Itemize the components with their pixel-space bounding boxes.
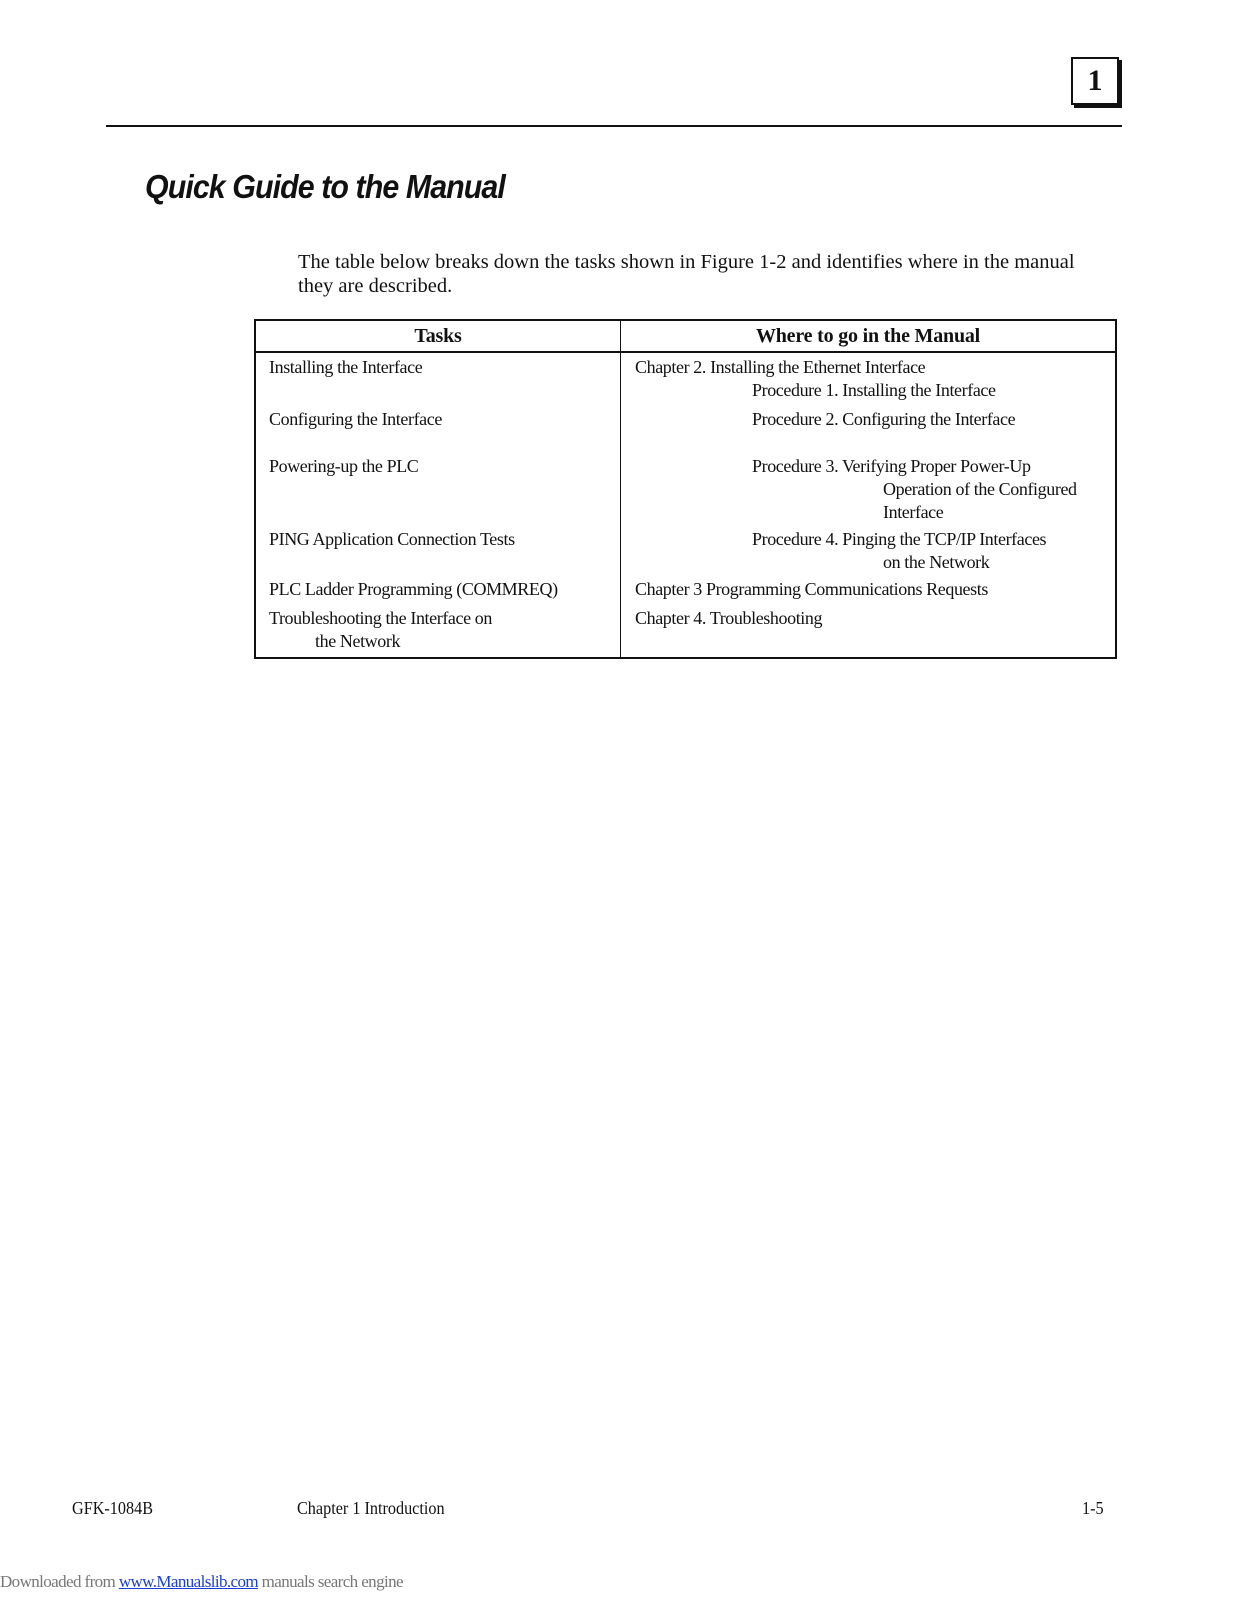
task-label: Troubleshooting the Interface on: [269, 608, 492, 628]
table-row: [255, 405, 1116, 455]
where-cell: [621, 405, 1117, 455]
task-cell: [255, 605, 621, 658]
where-cell: [621, 352, 1117, 405]
task-label: Installing the Interface: [269, 357, 423, 377]
tasks-column-header: Tasks: [255, 320, 621, 352]
manual-reference-line: Procedure 1. Installing the Interface: [752, 380, 996, 400]
manual-reference-line: Chapter 2. Installing the Ethernet Interface: [635, 357, 926, 377]
manual-reference-line: Procedure 2. Configuring the Interface: [752, 409, 1016, 429]
table-row: [255, 528, 1116, 576]
download-source-line: [0, 1572, 403, 1592]
source-prefix: Downloaded from: [0, 1572, 119, 1591]
task-label: Powering-up the PLC: [269, 456, 419, 476]
where-cell: [621, 528, 1117, 576]
page-title: Quick Guide to the Manual: [145, 168, 505, 205]
table-header-row: [255, 320, 1116, 352]
where-cell: [621, 576, 1117, 605]
intro-paragraph: The table below breaks down the tasks shown in Figure 1-2 and identifies where in the manual they are described.: [298, 251, 1075, 297]
manual-reference-line: on the Network: [883, 552, 990, 572]
task-cell: [255, 405, 621, 455]
manualslib-link[interactable]: www.Manualslib.com: [118, 1572, 259, 1591]
table-row: [255, 605, 1116, 658]
task-label: PLC Ladder Programming (COMMREQ): [269, 579, 558, 599]
manual-reference-line: Chapter 3 Programming Communications Requests: [635, 579, 988, 599]
table-row: [255, 352, 1116, 405]
manual-reference-line: Procedure 3. Verifying Proper Power-Up: [752, 456, 1031, 476]
table-body: [255, 352, 1116, 658]
manual-reference-line: Interface: [883, 502, 944, 522]
manual-reference-line: Chapter 4. Troubleshooting: [635, 608, 823, 628]
where-cell: [621, 605, 1117, 658]
task-cell: [255, 576, 621, 605]
manual-reference-line: Operation of the Configured: [883, 479, 1077, 499]
manual-reference-line: Procedure 4. Pinging the TCP/IP Interfaces: [752, 529, 1047, 549]
footer-doc-id: GFK-1084B: [72, 1498, 154, 1518]
header-rule: [106, 125, 1122, 127]
footer-page-number: 1-5: [1082, 1498, 1104, 1518]
task-cell: [255, 352, 621, 405]
footer-chapter: Chapter 1 Introduction: [297, 1498, 445, 1518]
where-cell: [621, 455, 1117, 528]
where-column-header: Where to go in the Manual: [621, 320, 1117, 352]
table-row: [255, 576, 1116, 605]
chapter-number-box: 1: [1071, 57, 1119, 105]
task-cell: [255, 528, 621, 576]
task-label: Configuring the Interface: [269, 409, 442, 429]
source-suffix: manuals search engine: [258, 1572, 403, 1591]
task-label-continued: the Network: [315, 631, 401, 651]
task-label: PING Application Connection Tests: [269, 529, 515, 549]
quick-guide-table: [254, 319, 1117, 659]
task-cell: [255, 455, 621, 528]
table-row: [255, 455, 1116, 528]
